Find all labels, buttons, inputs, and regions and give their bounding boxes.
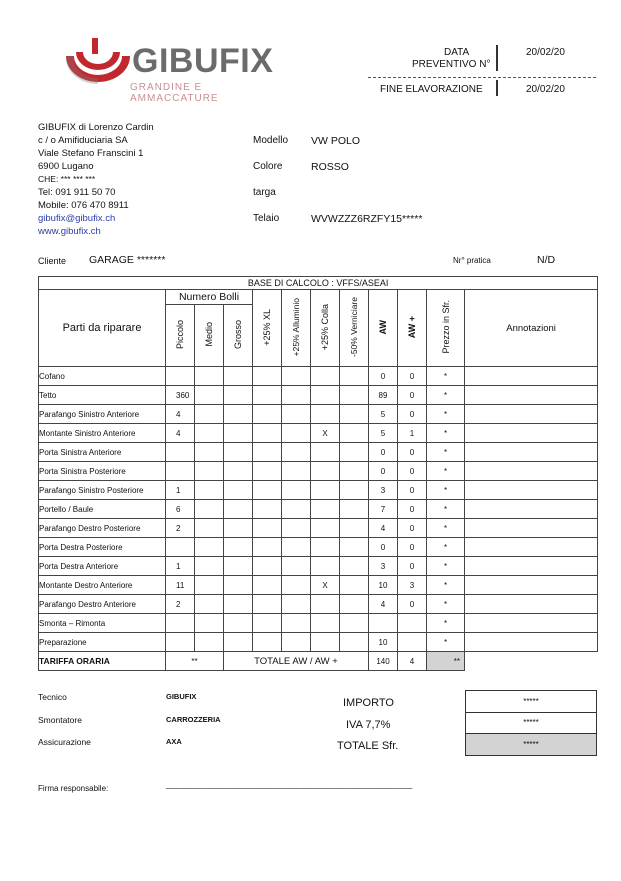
prezzo-cell: * [427,424,465,443]
smontatore-label: Smontatore [38,715,82,725]
piccolo-cell: 4 [166,424,195,443]
grosso-cell [224,576,253,595]
xl-cell [253,633,282,652]
tecnico-value: GIBUFIX [166,692,197,701]
annotazioni-cell [465,424,598,443]
table-row [39,367,598,386]
alluminio-cell [282,481,311,500]
cliente-value: GARAGE ******* [89,254,166,266]
medio-cell [195,595,224,614]
tariffa-value: ** [166,652,224,671]
verniciare-cell [340,405,369,424]
part-cell: Cofano [39,367,166,386]
company-line-2: c / o Amifiduciaria SA [38,135,128,146]
totale-prezzo-value: ** [427,652,465,671]
company-email-link[interactable]: gibufix@gibufix.ch [38,213,116,224]
prezzo-cell: * [427,576,465,595]
table-row [39,500,598,519]
annotazioni-cell [465,481,598,500]
prezzo-cell: * [427,538,465,557]
medio-cell [195,405,224,424]
piccolo-cell [166,633,195,652]
modello-value: VW POLO [311,135,361,147]
table-title: BASE DI CALCOLO : VFFS/ASEAI [39,277,598,290]
annotazioni-cell [465,614,598,633]
awplus-cell: 0 [398,405,427,424]
annotazioni-cell [465,557,598,576]
table-row [39,595,598,614]
aw-cell [369,614,398,633]
data-label: DATA [444,47,470,58]
medio-cell [195,481,224,500]
colla-cell [311,557,340,576]
col-grosso-header: Grosso [224,305,253,367]
xl-cell [253,500,282,519]
medio-cell [195,386,224,405]
aw-cell: 3 [369,557,398,576]
table-row [39,538,598,557]
col-prezzo-header: Prezzo in Sfr. [427,290,465,367]
logo-tagline: GRANDINE E AMMACCATURE [130,82,219,104]
awplus-cell: 0 [398,500,427,519]
totale-aw-value: 140 [369,652,398,671]
colore-label: Colore [253,161,283,172]
verniciare-cell [340,386,369,405]
verniciare-cell [340,424,369,443]
company-line-1: GIBUFIX di Lorenzo Cardin [38,122,154,133]
col-annotazioni-header: Annotazioni [465,290,598,367]
prezzo-cell: * [427,405,465,424]
awplus-cell: 0 [398,481,427,500]
grosso-cell [224,633,253,652]
colla-cell [311,405,340,424]
piccolo-cell [166,443,195,462]
parts-header: Parti da riparare [39,290,166,367]
piccolo-cell: 1 [166,481,195,500]
company-address [38,121,154,238]
annotazioni-cell [465,462,598,481]
grosso-cell [224,424,253,443]
colla-cell: X [311,576,340,595]
xl-cell [253,614,282,633]
col-verniciare-header: -50% Verniciare [340,290,369,367]
tariffa-label: TARIFFA ORARIA [39,652,166,671]
piccolo-cell: 4 [166,405,195,424]
assicurazione-label: Assicurazione [38,737,91,747]
colla-cell [311,462,340,481]
smontatore-value: CARROZZERIA [166,715,221,724]
medio-cell [195,576,224,595]
telaio-value: WVWZZZ6RZFY15***** [311,213,423,225]
xl-cell [253,405,282,424]
totale-awplus-value: 4 [398,652,427,671]
company-line-5: CHE: *** *** *** [38,174,96,184]
grosso-cell [224,386,253,405]
colla-cell: X [311,424,340,443]
annotazioni-cell [465,443,598,462]
header-vertical-divider-2 [496,80,498,96]
aw-cell: 10 [369,576,398,595]
annotazioni-cell [465,595,598,614]
company-mobile: Mobile: 076 470 8911 [38,200,129,211]
medio-cell [195,557,224,576]
piccolo-cell: 1 [166,557,195,576]
annotazioni-cell [465,633,598,652]
alluminio-cell [282,519,311,538]
annotazioni-cell [465,405,598,424]
alluminio-cell [282,633,311,652]
prezzo-cell: * [427,633,465,652]
verniciare-cell [340,576,369,595]
table-row [39,481,598,500]
grosso-cell [224,614,253,633]
aw-cell: 7 [369,500,398,519]
colla-cell [311,367,340,386]
medio-cell [195,443,224,462]
medio-cell [195,424,224,443]
medio-cell [195,462,224,481]
table-row [39,443,598,462]
col-awplus-header: AW + [398,290,427,367]
alluminio-cell [282,595,311,614]
prezzo-cell: * [427,500,465,519]
col-colla-header: +25% Colla [311,290,340,367]
table-row [39,462,598,481]
aw-cell: 3 [369,481,398,500]
grosso-cell [224,595,253,614]
totale-annotazioni-empty [465,652,598,671]
verniciare-cell [340,481,369,500]
part-cell: Parafango Sinistro Anteriore [39,405,166,424]
colla-cell [311,633,340,652]
table-row [39,405,598,424]
grosso-cell [224,443,253,462]
alluminio-cell [282,386,311,405]
grosso-cell [224,557,253,576]
part-cell: Tetto [39,386,166,405]
pratica-label: Nr° pratica [453,256,491,265]
part-cell: Porta Destra Anteriore [39,557,166,576]
prezzo-cell: * [427,367,465,386]
verniciare-cell [340,538,369,557]
xl-cell [253,576,282,595]
iva-value-box: ***** [465,712,597,734]
verniciare-cell [340,367,369,386]
prezzo-cell: * [427,481,465,500]
alluminio-cell [282,462,311,481]
verniciare-cell [340,633,369,652]
totale-sfr-value-box: ***** [465,734,597,756]
alluminio-cell [282,576,311,595]
alluminio-cell [282,443,311,462]
colla-cell [311,519,340,538]
medio-cell [195,367,224,386]
col-piccolo-header: Piccolo [166,305,195,367]
awplus-cell: 0 [398,367,427,386]
piccolo-cell [166,462,195,481]
part-cell: Portello / Baule [39,500,166,519]
alluminio-cell [282,367,311,386]
col-alluminio-header: +25% Alluminio [282,290,311,367]
annotazioni-cell [465,576,598,595]
logo-name: GIBUFIX [132,42,274,80]
verniciare-cell [340,462,369,481]
firma-label: Firma responsabile: [38,784,109,793]
awplus-cell: 3 [398,576,427,595]
targa-label: targa [253,187,276,198]
grosso-cell [224,367,253,386]
telaio-label: Telaio [253,213,280,224]
prezzo-cell: * [427,386,465,405]
alluminio-cell [282,538,311,557]
totale-aw-label: TOTALE AW / AW + [224,652,369,671]
awplus-cell: 0 [398,595,427,614]
table-row [39,424,598,443]
medio-cell [195,614,224,633]
grosso-cell [224,462,253,481]
totale-sfr-label: TOTALE Sfr. [337,740,399,752]
modello-label: Modello [253,135,289,146]
firma-line: _____________________________________________________ [166,780,413,789]
fine-elaborazione-value: 20/02/20 [526,84,565,95]
medio-cell [195,519,224,538]
assicurazione-value: AXA [166,737,182,746]
part-cell: Montante Destro Anteriore [39,576,166,595]
importo-value-box: ***** [465,690,597,713]
verniciare-cell [340,519,369,538]
verniciare-cell [340,595,369,614]
verniciare-cell [340,500,369,519]
grosso-cell [224,481,253,500]
alluminio-cell [282,405,311,424]
part-cell: Parafango Destro Posteriore [39,519,166,538]
company-logo [58,34,288,104]
part-cell: Preparazione [39,633,166,652]
alluminio-cell [282,557,311,576]
part-cell: Montante Sinistro Anteriore [39,424,166,443]
header-dashed-line [368,77,596,78]
grosso-cell [224,500,253,519]
piccolo-cell: 6 [166,500,195,519]
verniciare-cell [340,614,369,633]
company-line-4: 6900 Lugano [38,161,94,172]
aw-cell: 5 [369,424,398,443]
alluminio-cell [282,500,311,519]
col-xl-header: +25% XL [253,290,282,367]
company-web-link[interactable]: www.gibufix.ch [38,226,101,237]
annotazioni-cell [465,519,598,538]
numero-bolli-header: Numero Bolli [166,290,253,305]
alluminio-cell [282,424,311,443]
piccolo-cell [166,367,195,386]
piccolo-cell [166,614,195,633]
part-cell: Parafango Destro Anteriore [39,595,166,614]
medio-cell [195,633,224,652]
colore-value: ROSSO [311,161,349,173]
part-cell: Porta Destra Posteriore [39,538,166,557]
xl-cell [253,519,282,538]
table-row [39,557,598,576]
piccolo-cell: 360 [166,386,195,405]
grosso-cell [224,538,253,557]
xl-cell [253,481,282,500]
awplus-cell [398,614,427,633]
colla-cell [311,481,340,500]
header-vertical-divider [496,45,498,71]
alluminio-cell [282,614,311,633]
aw-cell: 4 [369,595,398,614]
xl-cell [253,595,282,614]
part-cell: Porta Sinistra Posteriore [39,462,166,481]
company-line-3: Viale Stefano Franscini 1 [38,148,144,159]
xl-cell [253,538,282,557]
importo-label: IMPORTO [343,697,394,709]
prezzo-cell: * [427,462,465,481]
awplus-cell: 0 [398,538,427,557]
awplus-cell: 0 [398,443,427,462]
data-value: 20/02/20 [526,47,565,58]
table-body [39,367,598,652]
colla-cell [311,614,340,633]
part-cell: Smonta – Rimonta [39,614,166,633]
annotazioni-cell [465,367,598,386]
xl-cell [253,424,282,443]
grosso-cell [224,519,253,538]
medio-cell [195,500,224,519]
awplus-cell: 0 [398,386,427,405]
aw-cell: 5 [369,405,398,424]
prezzo-cell: * [427,614,465,633]
grosso-cell [224,405,253,424]
aw-cell: 10 [369,633,398,652]
piccolo-cell: 2 [166,595,195,614]
annotazioni-cell [465,500,598,519]
prezzo-cell: * [427,557,465,576]
annotazioni-cell [465,386,598,405]
aw-cell: 0 [369,367,398,386]
table-row [39,519,598,538]
prezzo-cell: * [427,595,465,614]
colla-cell [311,443,340,462]
col-medio-header: Medio [195,305,224,367]
company-phone: Tel: 091 911 50 70 [38,187,116,198]
awplus-cell: 0 [398,462,427,481]
cliente-label: Cliente [38,256,67,266]
piccolo-cell: 2 [166,519,195,538]
xl-cell [253,462,282,481]
colla-cell [311,595,340,614]
aw-cell: 4 [369,519,398,538]
tecnico-label: Tecnico [38,692,67,702]
table-row [39,576,598,595]
prezzo-cell: * [427,443,465,462]
medio-cell [195,538,224,557]
aw-cell: 0 [369,443,398,462]
table-row [39,386,598,405]
verniciare-cell [340,443,369,462]
aw-cell: 0 [369,462,398,481]
aw-cell: 89 [369,386,398,405]
part-cell: Parafango Sinistro Posteriore [39,481,166,500]
piccolo-cell: 11 [166,576,195,595]
xl-cell [253,557,282,576]
xl-cell [253,443,282,462]
fine-elaborazione-label: FINE ELAVORAZIONE [380,84,483,95]
awplus-cell [398,633,427,652]
iva-label: IVA 7,7% [346,719,391,731]
table-row [39,633,598,652]
col-aw-header: AW [369,290,398,367]
colla-cell [311,500,340,519]
preventivo-label: PREVENTIVO N° [412,59,491,70]
colla-cell [311,538,340,557]
pratica-value: N/D [537,254,556,266]
xl-cell [253,367,282,386]
awplus-cell: 1 [398,424,427,443]
table-row [39,614,598,633]
awplus-cell: 0 [398,519,427,538]
part-cell: Porta Sinistra Anteriore [39,443,166,462]
prezzo-cell: * [427,519,465,538]
colla-cell [311,386,340,405]
piccolo-cell [166,538,195,557]
repair-table [38,276,598,671]
logo-swoosh-icon [58,34,138,98]
verniciare-cell [340,557,369,576]
annotazioni-cell [465,538,598,557]
aw-cell: 0 [369,538,398,557]
xl-cell [253,386,282,405]
awplus-cell: 0 [398,557,427,576]
